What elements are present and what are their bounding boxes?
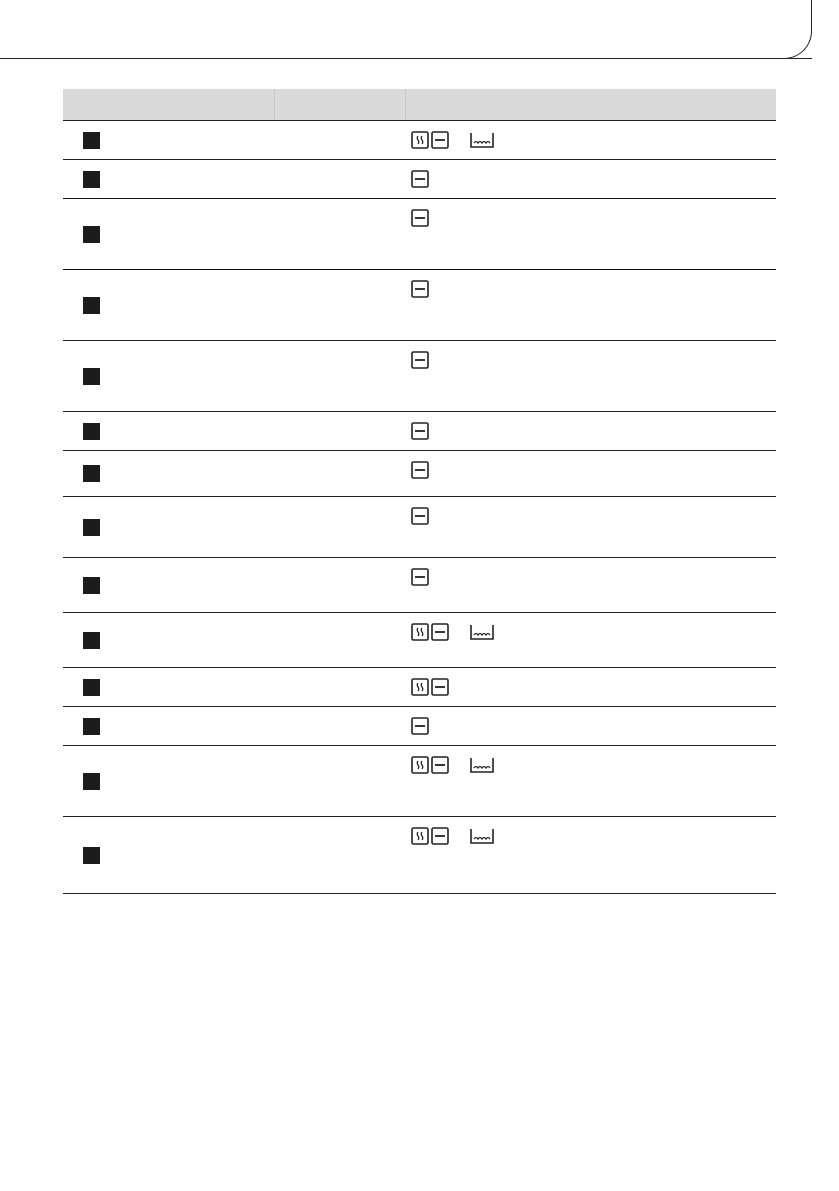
heat-icon <box>411 131 429 149</box>
table-row <box>63 746 776 817</box>
water-tray-icon <box>469 756 495 774</box>
row-value-cell <box>274 558 405 613</box>
row-value-cell <box>274 746 405 817</box>
row-marker-square <box>83 519 100 536</box>
minus-box-icon <box>431 131 449 149</box>
row-label-cell <box>63 199 274 270</box>
row-icon-group <box>411 717 431 735</box>
minus-box-icon <box>411 170 429 188</box>
row-value-cell <box>274 497 405 558</box>
water-tray-icon <box>469 623 495 641</box>
table-row <box>63 817 776 894</box>
heat-icon <box>411 623 429 641</box>
heat-icon <box>411 756 429 774</box>
row-icons-cell <box>405 668 776 707</box>
row-icon-group <box>411 280 431 298</box>
water-tray-icon <box>469 131 495 149</box>
row-marker-square <box>83 632 100 649</box>
table-row <box>63 668 776 707</box>
header-cell-3 <box>405 89 776 121</box>
row-label-cell <box>63 270 274 341</box>
row-marker-square <box>83 368 100 385</box>
header-cell-2 <box>274 89 405 121</box>
minus-box-icon <box>411 507 429 525</box>
minus-box-icon <box>411 461 429 479</box>
row-icons-cell <box>405 199 776 270</box>
table-header-row <box>63 89 776 121</box>
row-label-cell <box>63 558 274 613</box>
row-label-cell <box>63 121 274 160</box>
row-icons-cell <box>405 558 776 613</box>
heat-icon <box>411 827 429 845</box>
table-row <box>63 707 776 746</box>
row-marker-square <box>83 718 100 735</box>
row-marker-square <box>83 773 100 790</box>
row-icon-group <box>411 461 431 479</box>
row-marker-square <box>83 679 100 696</box>
row-value-cell <box>274 707 405 746</box>
row-icons-cell <box>405 412 776 451</box>
row-icons-cell <box>405 341 776 412</box>
row-marker-square <box>83 171 100 188</box>
row-icons-cell <box>405 270 776 341</box>
row-icon-group <box>411 623 497 641</box>
table-row <box>63 558 776 613</box>
row-label-cell <box>63 613 274 668</box>
row-marker-square <box>83 577 100 594</box>
row-label-cell <box>63 451 274 497</box>
row-value-cell <box>274 270 405 341</box>
row-value-cell <box>274 668 405 707</box>
row-value-cell <box>274 817 405 894</box>
row-icon-group <box>411 170 431 188</box>
header-cell-1 <box>63 89 274 121</box>
row-icon-group <box>411 827 497 845</box>
row-label-cell <box>63 668 274 707</box>
row-icon-group <box>411 568 431 586</box>
row-value-cell <box>274 451 405 497</box>
row-label-cell <box>63 160 274 199</box>
minus-box-icon <box>411 351 429 369</box>
water-tray-icon <box>469 827 495 845</box>
row-icons-cell <box>405 497 776 558</box>
row-icons-cell <box>405 160 776 199</box>
minus-box-icon <box>411 568 429 586</box>
row-marker-square <box>83 226 100 243</box>
minus-box-icon <box>431 623 449 641</box>
row-icon-group <box>411 507 431 525</box>
row-marker-square <box>83 297 100 314</box>
row-icons-cell <box>405 121 776 160</box>
row-label-cell <box>63 341 274 412</box>
table-row <box>63 160 776 199</box>
settings-table <box>63 89 776 894</box>
row-icons-cell <box>405 707 776 746</box>
minus-box-icon <box>411 717 429 735</box>
table-row <box>63 270 776 341</box>
row-icons-cell <box>405 817 776 894</box>
row-icons-cell <box>405 746 776 817</box>
row-icon-group <box>411 756 497 774</box>
row-value-cell <box>274 160 405 199</box>
minus-box-icon <box>431 678 449 696</box>
table-row <box>63 613 776 668</box>
row-label-cell <box>63 746 274 817</box>
table-row <box>63 121 776 160</box>
row-label-cell <box>63 707 274 746</box>
row-label-cell <box>63 497 274 558</box>
table-row <box>63 451 776 497</box>
row-marker-square <box>83 847 100 864</box>
minus-box-icon <box>431 756 449 774</box>
row-marker-square <box>83 465 100 482</box>
row-icons-cell <box>405 613 776 668</box>
table-row <box>63 497 776 558</box>
row-label-cell <box>63 817 274 894</box>
minus-box-icon <box>411 280 429 298</box>
row-value-cell <box>274 412 405 451</box>
row-value-cell <box>274 199 405 270</box>
minus-box-icon <box>411 422 429 440</box>
heat-icon <box>411 678 429 696</box>
minus-box-icon <box>431 827 449 845</box>
row-marker-square <box>83 423 100 440</box>
page-top-rule <box>0 58 812 59</box>
row-icon-group <box>411 209 431 227</box>
row-value-cell <box>274 341 405 412</box>
row-icon-group <box>411 422 431 440</box>
table-row <box>63 341 776 412</box>
table-row <box>63 412 776 451</box>
page-corner-rule <box>782 0 812 59</box>
row-icon-group <box>411 678 451 696</box>
row-icons-cell <box>405 451 776 497</box>
row-icon-group <box>411 131 497 149</box>
row-icon-group <box>411 351 431 369</box>
row-label-cell <box>63 412 274 451</box>
row-value-cell <box>274 121 405 160</box>
table-row <box>63 199 776 270</box>
row-value-cell <box>274 613 405 668</box>
row-marker-square <box>83 132 100 149</box>
minus-box-icon <box>411 209 429 227</box>
